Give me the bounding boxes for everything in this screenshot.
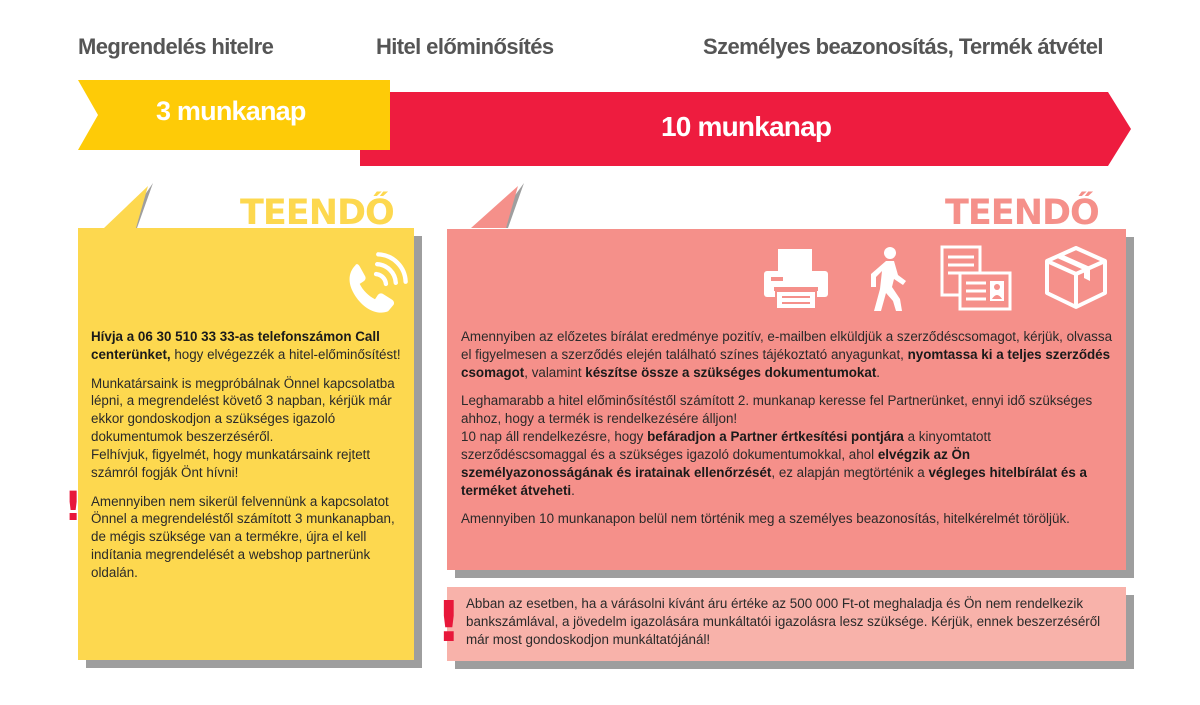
left-paragraph-1: Hívja a 06 30 510 33 33-as telefonszámon Call centerünket, hogy elvégezzék a hitel-előminősítést! <box>91 329 401 362</box>
right-panel-text <box>461 328 1117 528</box>
phone-call-icon <box>340 250 410 320</box>
notice-exclamation-icon: ! <box>436 590 462 655</box>
stage-identification: Személyes beazonosítás, Termék átvétel <box>703 34 1103 59</box>
left-panel-heading: TEENDŐ <box>240 193 394 233</box>
right-paragraph-2: Leghamarabb a hitel előminősítéstől számított 2. munkanap keresse fel Partnerünket, ennyi idő szükséges ahhoz, hogy a termék is rendelkezésére álljon! 10 nap áll rendelkezésre, hogy befáradjon a Partner értkesítési pontjára a kinyomtatott szerződéscsomaggal és a szükséges igazoló dokumentumokkal, ahol elvégzik az Ön személyazonosságának és iratainak ellenőrzését, ez alapján megtörténik a végleges hitelbírálat és a terméket átveheti. <box>461 393 1093 498</box>
right-paragraph-1: Amennyiben az előzetes bírálat eredménye pozitív, e-mailben elküldjük a szerződéscsomagot, kérjük, olvassa el figyelmesen a szerződés elején található színes tájékoztató anyagunkat, nyomtassa ki a teljes szerződés csomagot, valamint készítse össze a szükséges dokumentumokat. <box>461 329 1113 380</box>
hidden-number-warning: Felhívjuk, figyelmét, hogy munkatársaink rejtett számról fogják Önt hívni! <box>91 446 371 480</box>
left-paragraph-3: Amennyiben nem sikerül felvennünk a kapcsolatot Önnel a megrendeléstől számított 3 munkanapban, de mégis szüksége van a termékre, újra el kell indítania megrendelését a webshop partnerünk oldalán. <box>91 493 395 580</box>
right-paragraph-3: Amennyiben 10 munkanapon belül nem történik meg a személyes beazonosítás, hitelkérelmét töröljük. <box>461 511 1070 527</box>
notice-text: Abban az esetben, ha a várásolni kívánt áru értéke az 500 000 Ft-ot meghaladja és Ön nem rendelkezik bankszámlával, a jövedelm igazolására munkáltatói igazolásra lesz szüksége. Kérjük, ennek beszerzéséről már most gondoskodjon munkáltatójánál! <box>466 596 1101 647</box>
arrow-label-10-days: 10 munkanap <box>661 111 832 142</box>
left-panel-text <box>91 328 406 582</box>
exclamation-icon: ! <box>64 484 83 530</box>
printer-icon <box>762 249 830 309</box>
left-paragraph-2: Munkatársaink is megpróbálnak Önnel kapcsolatba lépni, a megrendelést követő 3 napban, kérjük már ekkor gondoskodjon a szükséges igazoló dokumentumok beszerzéséről. <box>91 375 395 445</box>
right-panel-heading: TEENDŐ <box>945 193 1099 233</box>
walking-person-icon <box>866 247 910 311</box>
call-center-instruction: Hívja a 06 30 510 33 33-as telefonszámon Call centerünket, <box>91 329 380 362</box>
id-documents-icon <box>940 245 1012 311</box>
stage-order: Megrendelés hitelre <box>78 34 274 59</box>
stage-precheck: Hitel előminősítés <box>376 34 554 59</box>
arrow-label-3-days: 3 munkanap <box>156 96 306 126</box>
package-box-icon <box>1043 245 1109 311</box>
